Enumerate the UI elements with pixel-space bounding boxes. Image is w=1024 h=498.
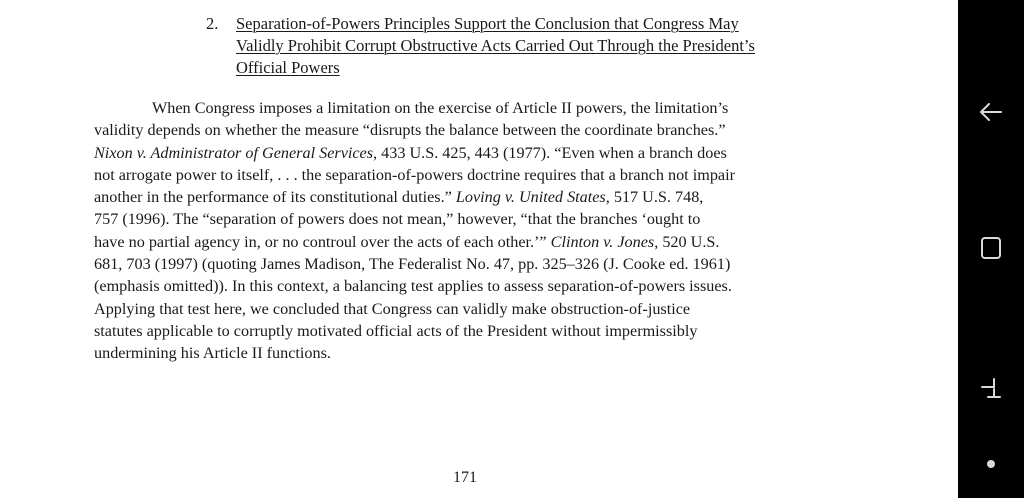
dot-icon bbox=[983, 456, 999, 472]
body-line: (emphasis omitted)). In this context, a balancing test applies to assess separation-of-powers issues. bbox=[94, 277, 732, 296]
body-line: not arrogate power to itself, . . . the separation-of-powers doctrine requires that a branch not impair bbox=[94, 165, 735, 184]
body-line: Applying that test here, we concluded that Congress can validly make obstruction-of-justice bbox=[94, 299, 691, 318]
case-citation: Nixon v. Administrator of General Services bbox=[94, 143, 374, 162]
body-line: another in the performance of its constitutional duties.” Loving v. United States, 517 U.S. 748, bbox=[94, 188, 704, 207]
body-line: 681, 703 (1997) (quoting James Madison, The Federalist No. 47, pp. 325–326 (J. Cooke ed. 1961) bbox=[94, 255, 731, 274]
body-line: statutes applicable to corruptly motivated official acts of the President without impermissibly bbox=[94, 321, 698, 340]
indicator-button[interactable] bbox=[971, 444, 1011, 484]
case-citation: Clinton v. Jones bbox=[550, 232, 655, 251]
body-paragraph bbox=[94, 97, 854, 365]
body-line: validity depends on whether the measure “disrupts the balance between the coordinate branches.” bbox=[94, 121, 726, 140]
recent-apps-button[interactable] bbox=[971, 228, 1011, 268]
back-icon bbox=[977, 98, 1005, 126]
body-line: Nixon v. Administrator of General Services, 433 U.S. 425, 443 (1977). “Even when a branch does bbox=[94, 143, 727, 162]
heading-line-2: Validly Prohibit Corrupt Obstructive Acts Carried Out Through the President’s bbox=[236, 36, 755, 55]
home-button[interactable] bbox=[971, 368, 1011, 408]
navigation-bar bbox=[958, 0, 1024, 498]
home-icon bbox=[977, 374, 1005, 402]
body-line: have no partial agency in, or no controul over the acts of each other.’” Clinton v. Jones, 520 U.S. bbox=[94, 232, 720, 251]
heading-line-1: Separation-of-Powers Principles Support the Conclusion that Congress May bbox=[236, 14, 739, 33]
heading-line-3: Official Powers bbox=[236, 58, 340, 77]
recent-apps-icon bbox=[977, 234, 1005, 262]
back-button[interactable] bbox=[971, 92, 1011, 132]
body-line: undermining his Article II functions. bbox=[94, 344, 331, 363]
section-number: 2. bbox=[206, 14, 219, 33]
case-citation: Loving v. United States bbox=[455, 188, 606, 207]
body-line: 757 (1996). The “separation of powers does not mean,” however, “that the branches ‘ought to bbox=[94, 210, 701, 229]
page-number: 171 bbox=[453, 469, 477, 486]
body-line: When Congress imposes a limitation on the exercise of Article II powers, the limitation’s bbox=[152, 99, 729, 117]
